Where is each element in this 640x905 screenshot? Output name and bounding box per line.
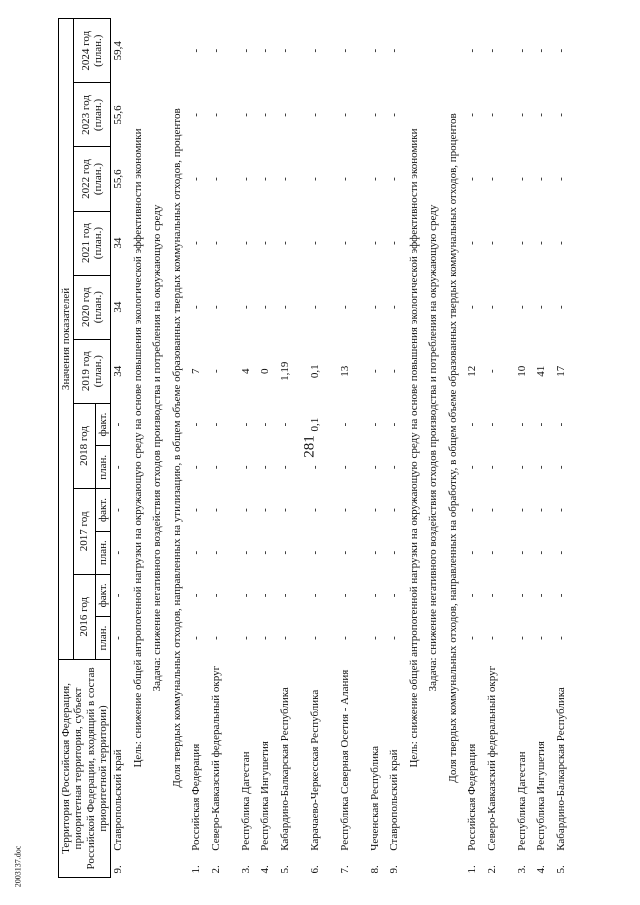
- value-cell: -: [535, 465, 548, 470]
- table-row: [485, 19, 515, 878]
- row-number: 7.: [338, 865, 351, 874]
- value-cell: -: [338, 593, 351, 598]
- value-cell: -: [466, 550, 479, 555]
- value-cell: -: [209, 177, 222, 181]
- value-cell: -: [554, 113, 567, 117]
- section-heading-row: [426, 19, 446, 878]
- territory-name: Республика Ингушетия: [259, 741, 272, 851]
- value-cell: -: [388, 550, 401, 555]
- value-cell: -: [209, 550, 222, 555]
- value-cell: 10: [515, 365, 528, 377]
- value-cell: -: [112, 422, 125, 427]
- value-cell: -: [388, 593, 401, 598]
- table-row: [338, 19, 368, 878]
- section-heading-row: [131, 19, 151, 878]
- table-row: [534, 19, 554, 878]
- value-cell: -: [368, 508, 381, 512]
- row-number: 9.: [388, 865, 401, 874]
- value-cell: -: [338, 241, 351, 245]
- territory-name: Республика Северная Осетия - Алания: [338, 669, 351, 851]
- section-heading: Задача: снижение негативного воздействия отходов производства и потребления на окружающую среду: [151, 204, 164, 692]
- value-cell: -: [209, 465, 222, 470]
- value-cell: -: [308, 550, 321, 555]
- value-cell: -: [190, 508, 203, 512]
- row-number: 4.: [535, 865, 548, 874]
- section-heading-row: [170, 19, 190, 878]
- value-cell: -: [485, 48, 498, 53]
- table-row: [515, 19, 535, 878]
- territory-name: Чеченская Республика: [368, 745, 381, 851]
- value-cell: -: [239, 422, 252, 427]
- value-cell: -: [239, 241, 252, 245]
- value-cell: -: [259, 636, 272, 640]
- value-cell: -: [388, 369, 401, 374]
- header-year-2018: 2018 год: [74, 403, 96, 488]
- value-cell: -: [190, 636, 203, 640]
- value-cell: -: [368, 636, 381, 640]
- value-cell: -: [278, 550, 291, 555]
- row-number: 3.: [515, 865, 528, 874]
- header-plan-2023: 2023 год (план.): [74, 83, 111, 147]
- header-plan-2019: 2019 год (план.): [74, 339, 111, 403]
- territory-name: Ставропольский край: [388, 749, 401, 851]
- header-values: Значения показателей: [59, 19, 74, 660]
- header-plan-2021: 2021 год (план.): [74, 211, 111, 275]
- header-plan-2020: 2020 год (план.): [74, 275, 111, 339]
- table-row: [308, 19, 338, 878]
- value-cell: 55,6: [112, 105, 125, 125]
- table-row: [258, 19, 278, 878]
- value-cell: -: [368, 593, 381, 598]
- value-cell: -: [112, 636, 125, 640]
- value-cell: 55,6: [112, 169, 125, 189]
- territory-name: Кабардино-Балкарская Республика: [554, 687, 567, 851]
- value-cell: -: [368, 241, 381, 245]
- footer-doc-code: 2003137.doc: [13, 845, 23, 888]
- value-cell: 34: [112, 301, 125, 313]
- value-cell: -: [209, 508, 222, 512]
- value-cell: -: [554, 241, 567, 245]
- table-row: [465, 19, 485, 878]
- value-cell: 59,4: [112, 41, 125, 61]
- value-cell: -: [259, 241, 272, 245]
- row-number: 2.: [485, 865, 498, 874]
- value-cell: -: [466, 48, 479, 53]
- value-cell: -: [535, 422, 548, 427]
- value-cell: -: [466, 636, 479, 640]
- value-cell: -: [466, 593, 479, 598]
- row-number: 6.: [308, 865, 321, 874]
- table-row: [387, 19, 407, 878]
- value-cell: -: [535, 241, 548, 245]
- value-cell: -: [515, 465, 528, 470]
- value-cell: -: [278, 422, 291, 427]
- value-cell: -: [308, 241, 321, 245]
- value-cell: -: [368, 113, 381, 117]
- value-cell: -: [388, 241, 401, 245]
- value-cell: -: [368, 48, 381, 53]
- value-cell: 0: [259, 368, 272, 374]
- value-cell: -: [485, 465, 498, 470]
- value-cell: -: [308, 465, 321, 470]
- value-cell: -: [239, 305, 252, 309]
- value-cell: -: [259, 465, 272, 470]
- value-cell: -: [515, 593, 528, 598]
- value-cell: -: [338, 305, 351, 309]
- row-number: 2.: [209, 865, 222, 874]
- value-cell: -: [209, 113, 222, 117]
- row-number: 1.: [190, 865, 203, 874]
- value-cell: -: [466, 465, 479, 470]
- value-cell: -: [388, 113, 401, 117]
- value-cell: 34: [112, 237, 125, 249]
- territory-name: Российская Федерация: [466, 743, 479, 851]
- value-cell: -: [278, 636, 291, 640]
- rotated-table-container: [58, 18, 638, 878]
- value-cell: -: [209, 305, 222, 309]
- value-cell: -: [485, 369, 498, 374]
- value-cell: -: [368, 369, 381, 374]
- value-cell: -: [112, 593, 125, 598]
- table-row: [111, 19, 131, 878]
- value-cell: -: [485, 508, 498, 512]
- value-cell: -: [278, 508, 291, 512]
- row-number: 9.: [112, 865, 125, 874]
- value-cell: 0,1: [308, 417, 321, 432]
- value-cell: -: [388, 636, 401, 640]
- value-cell: -: [388, 508, 401, 512]
- value-cell: -: [112, 550, 125, 555]
- value-cell: -: [239, 177, 252, 181]
- header-territory: Территория (Российская Федерация, приоритетная территория, субъект Российской Федерации, входящий в состав приоритетной территории): [59, 659, 111, 877]
- value-cell: -: [209, 593, 222, 598]
- value-cell: -: [190, 241, 203, 245]
- value-cell: -: [554, 465, 567, 470]
- value-cell: -: [259, 113, 272, 117]
- section-heading-row: [150, 19, 170, 878]
- value-cell: -: [338, 508, 351, 512]
- value-cell: -: [239, 593, 252, 598]
- value-cell: 0,1: [308, 364, 321, 379]
- value-cell: -: [278, 305, 291, 309]
- value-cell: -: [466, 177, 479, 181]
- row-number: 5.: [278, 865, 291, 874]
- value-cell: 17: [554, 365, 567, 377]
- value-cell: -: [535, 636, 548, 640]
- value-cell: -: [466, 422, 479, 427]
- value-cell: -: [259, 48, 272, 53]
- value-cell: -: [190, 550, 203, 555]
- value-cell: 1,19: [278, 361, 291, 381]
- territory-name: Республика Дагестан: [515, 751, 528, 851]
- value-cell: -: [466, 113, 479, 117]
- value-cell: -: [278, 113, 291, 117]
- value-cell: -: [554, 593, 567, 598]
- value-cell: -: [259, 422, 272, 427]
- value-cell: 41: [535, 365, 548, 377]
- territory-name: Карачаево-Черкесская Республика: [308, 689, 321, 851]
- section-heading: Доля твердых коммунальных отходов, направленных на обработку, в общем объеме образованных твердых коммунальных отходов, процентов: [446, 113, 459, 783]
- value-cell: -: [466, 508, 479, 512]
- value-cell: -: [308, 113, 321, 117]
- value-cell: -: [209, 369, 222, 374]
- header-plan-2016: план.: [95, 617, 110, 660]
- value-cell: -: [535, 177, 548, 181]
- value-cell: 4: [239, 368, 252, 374]
- value-cell: -: [368, 305, 381, 309]
- header-year-2017: 2017 год: [74, 489, 96, 574]
- value-cell: -: [554, 422, 567, 427]
- header-fact-2018: факт.: [95, 403, 110, 446]
- value-cell: -: [190, 422, 203, 427]
- value-cell: -: [554, 305, 567, 309]
- header-plan-2017: план.: [95, 531, 110, 574]
- table-row: [278, 19, 308, 878]
- value-cell: -: [209, 48, 222, 53]
- value-cell: -: [190, 593, 203, 598]
- value-cell: -: [338, 465, 351, 470]
- value-cell: -: [515, 508, 528, 512]
- value-cell: -: [485, 593, 498, 598]
- row-number: 8.: [368, 865, 381, 874]
- value-cell: -: [190, 465, 203, 470]
- value-cell: -: [554, 508, 567, 512]
- table-body: [111, 19, 584, 878]
- value-cell: -: [388, 177, 401, 181]
- value-cell: -: [308, 177, 321, 181]
- value-cell: -: [278, 241, 291, 245]
- value-cell: -: [308, 508, 321, 512]
- value-cell: -: [278, 593, 291, 598]
- value-cell: -: [259, 593, 272, 598]
- page-number: 281: [301, 435, 318, 458]
- value-cell: -: [485, 422, 498, 427]
- value-cell: -: [485, 177, 498, 181]
- value-cell: 13: [338, 365, 351, 377]
- row-number: 3.: [239, 865, 252, 874]
- value-cell: -: [338, 113, 351, 117]
- value-cell: -: [239, 636, 252, 640]
- section-heading-row: [446, 19, 466, 878]
- value-cell: -: [308, 593, 321, 598]
- value-cell: -: [535, 113, 548, 117]
- section-heading: Доля твердых коммунальных отходов, направленных на утилизацию, в общем объеме образованных твердых коммунальных отходов, процентов: [170, 108, 183, 788]
- value-cell: -: [209, 241, 222, 245]
- value-cell: -: [259, 550, 272, 555]
- territory-name: Северо-Кавказский федеральный округ: [485, 665, 498, 851]
- value-cell: -: [535, 48, 548, 53]
- value-cell: -: [278, 177, 291, 181]
- value-cell: -: [485, 305, 498, 309]
- value-cell: -: [388, 305, 401, 309]
- value-cell: -: [485, 636, 498, 640]
- value-cell: -: [535, 508, 548, 512]
- value-cell: -: [368, 550, 381, 555]
- value-cell: -: [338, 177, 351, 181]
- value-cell: -: [308, 48, 321, 53]
- value-cell: -: [112, 508, 125, 512]
- value-cell: -: [515, 422, 528, 427]
- value-cell: 12: [466, 365, 479, 377]
- value-cell: -: [515, 177, 528, 181]
- value-cell: -: [308, 305, 321, 309]
- value-cell: -: [112, 465, 125, 470]
- header-fact-2016: факт.: [95, 574, 110, 617]
- value-cell: -: [338, 636, 351, 640]
- table-row: [554, 19, 584, 878]
- table-row: [209, 19, 239, 878]
- value-cell: -: [554, 636, 567, 640]
- value-cell: -: [338, 422, 351, 427]
- section-heading-row: [407, 19, 427, 878]
- header-plan-2022: 2022 год (план.): [74, 147, 111, 211]
- value-cell: -: [278, 465, 291, 470]
- value-cell: -: [259, 305, 272, 309]
- header-fact-2017: факт.: [95, 489, 110, 532]
- header-plan-2024: 2024 год (план.): [74, 19, 111, 83]
- value-cell: -: [515, 113, 528, 117]
- value-cell: -: [239, 550, 252, 555]
- value-cell: -: [259, 508, 272, 512]
- table-row: [189, 19, 209, 878]
- table-row: [239, 19, 259, 878]
- header-plan-2018: план.: [95, 446, 110, 489]
- section-heading: Цель: снижение общей антропогенной нагрузки на окружающую среду на основе повышения экологической эффективности экономики: [407, 128, 420, 768]
- value-cell: -: [368, 465, 381, 470]
- value-cell: -: [554, 48, 567, 53]
- value-cell: -: [535, 305, 548, 309]
- territory-name: Республика Дагестан: [239, 751, 252, 851]
- value-cell: -: [209, 422, 222, 427]
- value-cell: -: [515, 305, 528, 309]
- value-cell: -: [338, 48, 351, 53]
- value-cell: -: [368, 422, 381, 427]
- territory-name: Ставропольский край: [112, 749, 125, 851]
- value-cell: 34: [112, 365, 125, 377]
- value-cell: -: [515, 636, 528, 640]
- section-heading: Цель: снижение общей антропогенной нагрузки на окружающую среду на основе повышения экологической эффективности экономики: [131, 128, 144, 768]
- value-cell: -: [308, 636, 321, 640]
- value-cell: -: [535, 593, 548, 598]
- value-cell: 7: [190, 368, 203, 374]
- territory-name: Республика Ингушетия: [535, 741, 548, 851]
- value-cell: -: [190, 113, 203, 117]
- territory-name: Северо-Кавказский федеральный округ: [209, 665, 222, 851]
- row-number: 5.: [554, 865, 567, 874]
- value-cell: -: [368, 177, 381, 181]
- header-year-2016: 2016 год: [74, 574, 96, 659]
- value-cell: -: [190, 48, 203, 53]
- value-cell: -: [485, 550, 498, 555]
- territory-name: Кабардино-Балкарская Республика: [278, 687, 291, 851]
- value-cell: -: [388, 48, 401, 53]
- value-cell: -: [466, 241, 479, 245]
- table-row: [368, 19, 388, 878]
- value-cell: -: [278, 48, 291, 53]
- value-cell: -: [338, 550, 351, 555]
- value-cell: -: [466, 305, 479, 309]
- value-cell: -: [388, 422, 401, 427]
- value-cell: -: [239, 508, 252, 512]
- row-number: 1.: [466, 865, 479, 874]
- value-cell: -: [535, 550, 548, 555]
- value-cell: -: [515, 550, 528, 555]
- value-cell: -: [209, 636, 222, 640]
- value-cell: -: [554, 177, 567, 181]
- section-heading: Задача: снижение негативного воздействия отходов производства и потребления на окружающую среду: [427, 204, 440, 692]
- row-number: 4.: [259, 865, 272, 874]
- table-header: [59, 19, 111, 878]
- value-cell: -: [239, 113, 252, 117]
- indicators-table: [58, 18, 584, 878]
- value-cell: -: [388, 465, 401, 470]
- value-cell: -: [554, 550, 567, 555]
- value-cell: -: [515, 241, 528, 245]
- value-cell: -: [259, 177, 272, 181]
- value-cell: -: [239, 48, 252, 53]
- value-cell: -: [239, 465, 252, 470]
- value-cell: -: [485, 241, 498, 245]
- value-cell: -: [190, 177, 203, 181]
- value-cell: -: [485, 113, 498, 117]
- territory-name: Российская Федерация: [190, 743, 203, 851]
- value-cell: -: [190, 305, 203, 309]
- value-cell: -: [515, 48, 528, 53]
